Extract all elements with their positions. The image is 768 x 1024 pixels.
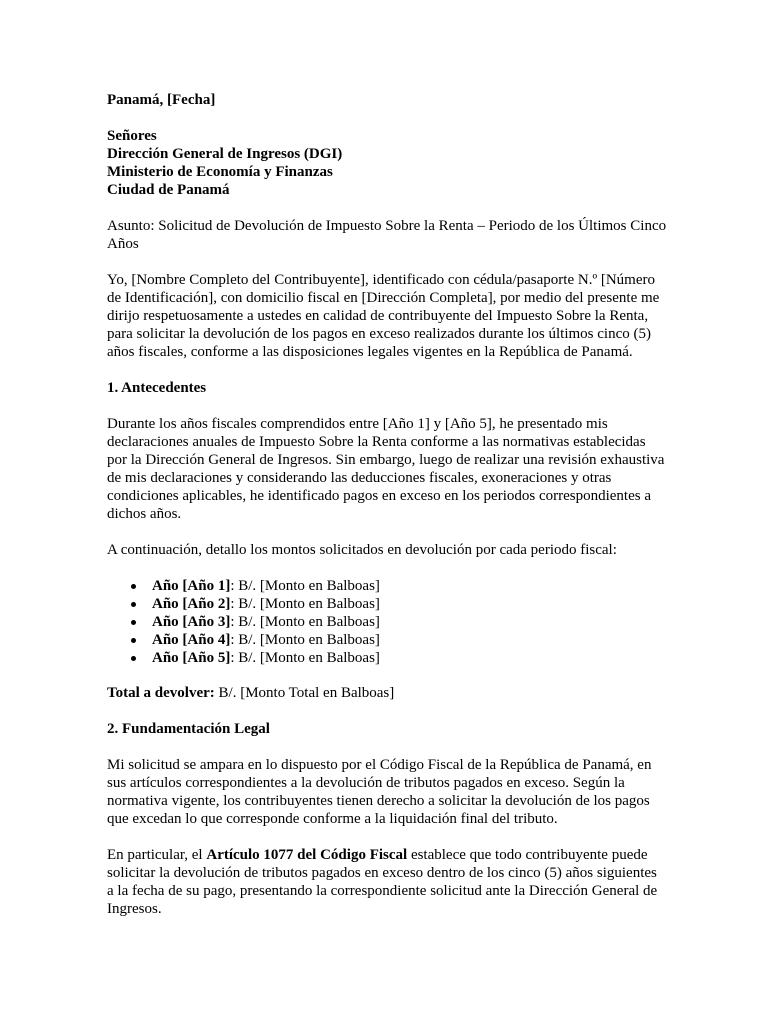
list-item-year: Año [Año 3] [152,614,231,630]
list-item [152,631,667,649]
recipient-line-2: Ministerio de Economía y Finanzas [107,164,333,180]
intro-paragraph: Yo, [Nombre Completo del Contribuyente], identificado con cédula/pasaporte N.º [Número de Identificación], con domicilio fiscal en [Dirección Completa], por medio del presente me dirijo respetuosamente a ustedes en calidad de contribuyente del Impuesto Sobre la Renta, para solicitar la devolución de los pagos en exceso realizados durante los últimos cinco (5) años fiscales, conforme a las disposiciones legales vigentes en la República de Panamá. [107,272,660,360]
list-item-year: Año [Año 4] [152,632,231,648]
list-item-amount: : B/. [Monto en Balboas] [230,650,380,666]
total-line [107,684,667,702]
list-item [152,613,667,631]
recipient-line-3: Ciudad de Panamá [107,182,230,198]
section-2-paragraph-2 [107,846,667,918]
list-item [152,649,667,667]
total-label: Total a devolver: [107,685,215,701]
section-1-paragraph: Durante los años fiscales comprendidos entre [Año 1] y [Año 5], he presentado mis declaraciones anuales de Impuesto Sobre la Renta conforme a las normativas establecidas por la Dirección General de Ingresos. Sin embargo, luego de realizar una revisión exhaustiva de mis declaraciones y considerando las deducciones fiscales, exoneraciones y otras condiciones aplicables, he identificado pagos en exceso en los periodos correspondientes a dichos años. [107,416,665,522]
list-item-year: Año [Año 1] [152,578,231,594]
section-2-paragraph-1: Mi solicitud se ampara en lo dispuesto por el Código Fiscal de la República de Panamá, en sus artículos correspondientes a la devolución de tributos pagados en exceso. Según la normativa vigente, los contribuyentes tienen derecho a solicitar la devolución de los pagos que excedan lo que corresponde conforme a la liquidación final del tributo. [107,757,652,827]
list-item [152,577,667,595]
amounts-intro: A continuación, detallo los montos solicitados en devolución por cada periodo fiscal: [107,542,617,558]
recipient-block [107,127,667,199]
subject-line: Asunto: Solicitud de Devolución de Impuesto Sobre la Renta – Periodo de los Últimos Cinco Años [107,218,667,252]
total-value: B/. [Monto Total en Balboas] [214,685,395,701]
recipient-salutation: Señores [107,128,157,144]
section-2-heading: 2. Fundamentación Legal [107,721,270,737]
list-item-amount: : B/. [Monto en Balboas] [230,578,380,594]
list-item [152,595,667,613]
list-item-year: Año [Año 5] [152,650,231,666]
list-item-amount: : B/. [Monto en Balboas] [230,614,380,630]
article-reference: Artículo 1077 del Código Fiscal [206,847,408,863]
paragraph-2-lead: En particular, el [107,847,207,863]
amounts-list [107,577,667,667]
paragraph-2-rest: establece que todo contribuyente puede solicitar la devolución de tributos pagados en exceso dentro de los cinco (5) años siguientes a la fecha de su pago, presentando la correspondiente solicitud ante la Dirección General de Ingresos. [107,847,661,917]
letter-page [107,91,667,936]
recipient-line-1: Dirección General de Ingresos (DGI) [107,146,343,162]
place-date: Panamá, [Fecha] [107,92,216,108]
section-1-heading: 1. Antecedentes [107,380,207,396]
list-item-amount: : B/. [Monto en Balboas] [230,632,380,648]
list-item-year: Año [Año 2] [152,596,231,612]
list-item-amount: : B/. [Monto en Balboas] [230,596,380,612]
